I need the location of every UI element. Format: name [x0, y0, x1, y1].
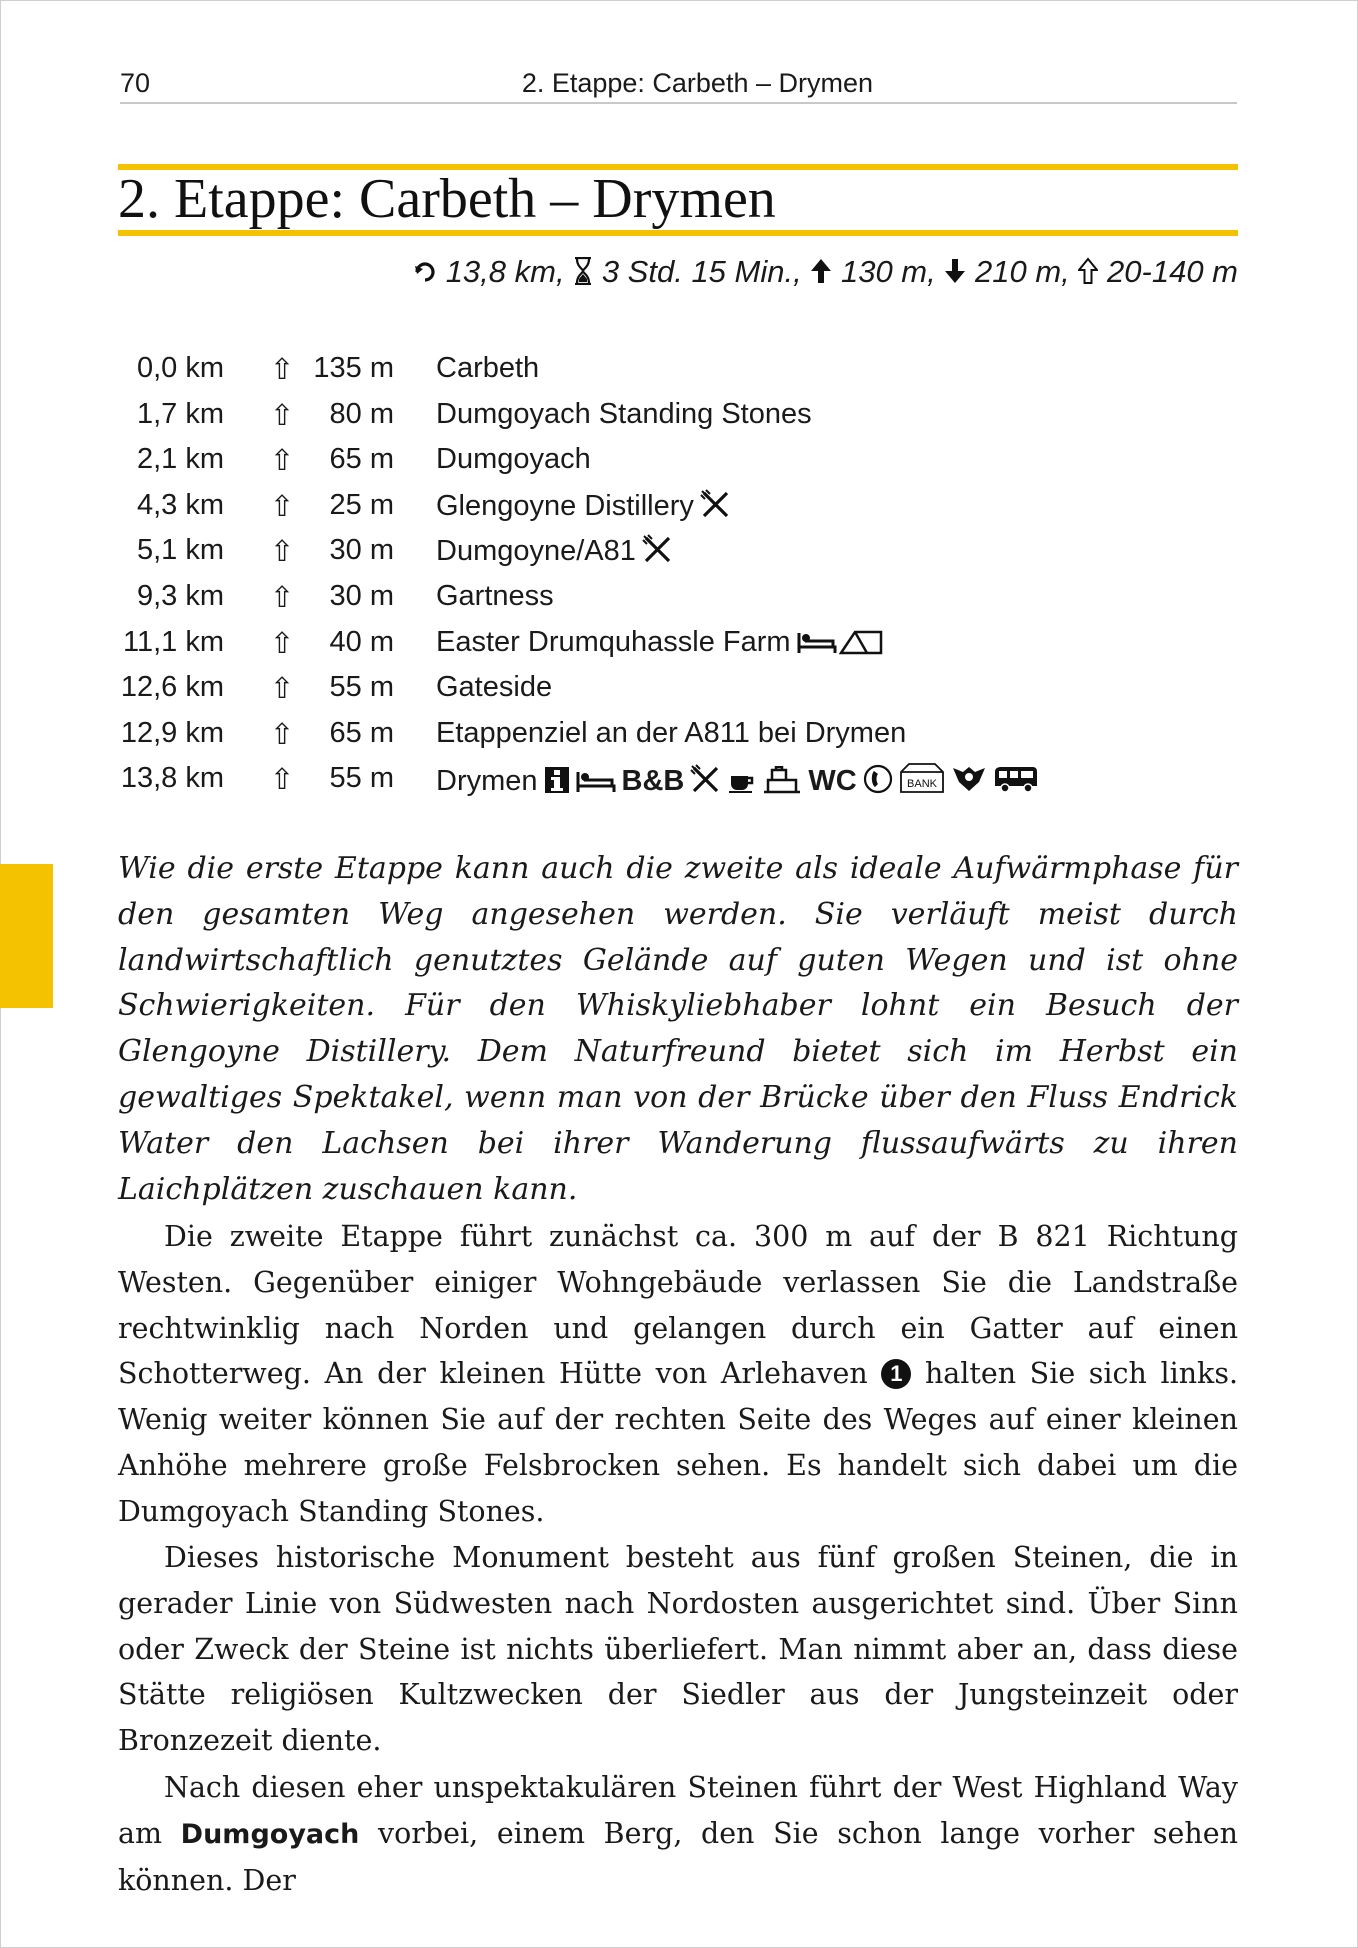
- paragraph-text: Die zweite Etappe führt zunächst ca. 300 m auf der B 821 Richtung Westen. Gegenüber einiger Wohngebäude verlassen Sie die Landstraße rechtwinklig nach Norden und gelangen durch ein Gatter auf einen Schotterweg. An der kleinen Hütte von Arlehaven: [118, 1220, 1238, 1391]
- altitude-icon: ⇧: [269, 719, 295, 751]
- waypoint-altitude: 80 m: [329, 398, 394, 430]
- altitude-icon: ⇧: [269, 628, 295, 660]
- waypoint-km: 13,8 km: [120, 762, 224, 794]
- waypoint-altitude: 30 m: [329, 534, 394, 566]
- waypoint-altitude: 135 m: [313, 352, 394, 384]
- stat-ascent: 130 m,: [840, 254, 936, 289]
- bed-icon: [576, 768, 616, 802]
- bed-icon: [797, 629, 837, 663]
- waypoint-place-name: Carbeth: [436, 352, 540, 384]
- stat-altitude-range: 20-140 m: [1107, 254, 1238, 289]
- bank-label: BANK: [906, 778, 937, 790]
- waypoint-km: 9,3 km: [136, 580, 224, 612]
- paragraph-text: Nach diesen eher unspektakulären Steinen führt der West Highland Way am: [118, 1771, 1238, 1850]
- waypoint-km: 1,7 km: [136, 398, 224, 430]
- waypoint-altitude: 55 m: [329, 762, 394, 794]
- stat-descent: 210 m,: [975, 254, 1070, 289]
- body-paragraph: [118, 1214, 1238, 1535]
- waypoint-altitude: 65 m: [329, 717, 394, 749]
- waypoint-altitude: 30 m: [329, 580, 394, 612]
- altitude-icon: ⇧: [269, 400, 295, 432]
- waypoint-place: [436, 671, 552, 704]
- restaurant-icon: [700, 489, 732, 527]
- waypoint-km: 11,1 km: [122, 626, 224, 658]
- wc-label: WC: [808, 765, 857, 797]
- running-title: 2. Etappe: Carbeth – Drymen: [521, 68, 873, 98]
- shop-icon: [762, 766, 802, 802]
- intro-text: Wie die erste Etappe kann auch die zweite als ideale Aufwärmphase für den gesamten Weg angesehen werden. Sie verläuft meist durch landwirtschaftlich genutztes Gelände auf guten Wegen und ist ohne Schwierigkeiten. Für den Whiskyliebhaber lohnt ein Besuch der Glengoyne Distillery. Dem Naturfreund bietet sich im Herbst ein gewaltiges Spektakel, wenn man von der Brücke über den Fluss Endrick Water den Lachsen bei ihrer Wanderung flussaufwärts zu ihren Laichplätzen zuschauen kann.: [118, 851, 1238, 1207]
- waypoint-place-name: Drymen: [436, 765, 538, 797]
- title-bar-bottom: [118, 230, 1238, 236]
- hourglass-icon: [573, 254, 593, 290]
- waypoint-place: [436, 489, 732, 527]
- waypoint-km: 2,1 km: [136, 443, 224, 475]
- paragraph-text: vorbei, einem Berg, den Sie schon lange vorher sehen können. Der: [118, 1816, 1239, 1897]
- altitude-icon: ⇧: [269, 673, 295, 705]
- tent-icon: [839, 629, 883, 663]
- altitude-icon: ⇧: [269, 582, 295, 614]
- waypoint-place-name: Etappenziel an der A811 bei Drymen: [436, 717, 907, 749]
- altitude-icon: ⇧: [269, 536, 295, 568]
- waypoint-place-name: Dumgoyach: [436, 443, 591, 475]
- waypoint-place: [436, 717, 906, 750]
- body-paragraph: Dieses historische Monument besteht aus fünf großen Steinen, die in gerader Linie von Südwesten nach Nordosten ausgerichtet sind. Über Sinn oder Zweck der Steine ist nichts überliefert. Man nimmt aber an, dass diese Stätte religiösen Kultzwecken der Siedler aus der Jungsteinzeit oder Bronzezeit diente.: [118, 1541, 1238, 1758]
- body-paragraph: [118, 1765, 1238, 1903]
- bus-icon: [993, 764, 1039, 802]
- waypoint-place-name: Easter Drumquhassle Farm: [436, 626, 791, 658]
- waypoint-km: 4,3 km: [136, 489, 224, 521]
- cafe-icon: [728, 769, 756, 802]
- stage-title: 2. Etappe: Carbeth – Drymen: [118, 168, 776, 230]
- waypoint-km: 12,9 km: [120, 717, 224, 749]
- bank-icon: [899, 762, 945, 802]
- header-rule: [120, 102, 1237, 104]
- waypoint-km: 0,0 km: [136, 352, 224, 384]
- waypoint-place: [436, 534, 674, 572]
- post-icon: [951, 764, 987, 802]
- altitude-icon: ⇧: [269, 491, 295, 523]
- waypoint-place: [436, 398, 812, 431]
- waypoint-km: 12,6 km: [120, 671, 224, 703]
- waypoint-place: [436, 762, 1039, 802]
- info-icon: [544, 766, 570, 802]
- waypoint-place-name: Dumgoyach Standing Stones: [436, 398, 812, 430]
- descent-icon: [944, 254, 966, 290]
- waypoint-place: [436, 352, 539, 385]
- waypoint-place-name: Glengoyne Distillery: [436, 490, 694, 522]
- waypoint-altitude: 25 m: [329, 489, 394, 521]
- chapter-tab: [0, 864, 53, 1008]
- paragraph-text: halten Sie sich links. Wenig weiter können Sie auf der rechten Seite des Weges auf einer kleinen Anhöhe mehrere große Felsbrocken sehen. Es handelt sich dabei um die Dumgoyach Standing Stones.: [118, 1357, 1239, 1528]
- waypoint-place: [436, 626, 883, 663]
- waypoint-altitude: 40 m: [329, 626, 394, 658]
- altitude-icon: ⇧: [269, 764, 295, 796]
- stat-distance: 13,8 km,: [445, 254, 565, 289]
- restaurant-icon: [642, 534, 674, 572]
- waypoint-place: [436, 580, 554, 613]
- waypoint-place: [436, 443, 591, 476]
- waypoint-marker: 1: [881, 1359, 911, 1389]
- distance-icon: [413, 254, 437, 290]
- restaurant-icon: [690, 764, 722, 802]
- waypoint-place-name: Gateside: [436, 671, 553, 703]
- stat-duration: 3 Std. 15 Min.,: [601, 254, 802, 289]
- waypoint-altitude: 55 m: [329, 671, 394, 703]
- place-name: Dumgoyach: [180, 1818, 360, 1850]
- running-head: [120, 68, 1237, 102]
- altitude-icon: ⇧: [269, 445, 295, 477]
- phone-icon: [863, 764, 893, 802]
- waypoint-altitude: 65 m: [329, 443, 394, 475]
- ascent-icon: [810, 254, 832, 290]
- altitude-icon: ⇧: [269, 354, 295, 386]
- stage-stats: [413, 254, 1238, 290]
- waypoint-km: 5,1 km: [136, 534, 224, 566]
- altitude-icon: [1078, 254, 1098, 290]
- page-number: 70: [120, 68, 151, 98]
- waypoint-place-name: Dumgoyne/A81: [436, 535, 636, 567]
- bnb-label: B&B: [621, 765, 685, 797]
- waypoint-place-name: Gartness: [436, 580, 554, 612]
